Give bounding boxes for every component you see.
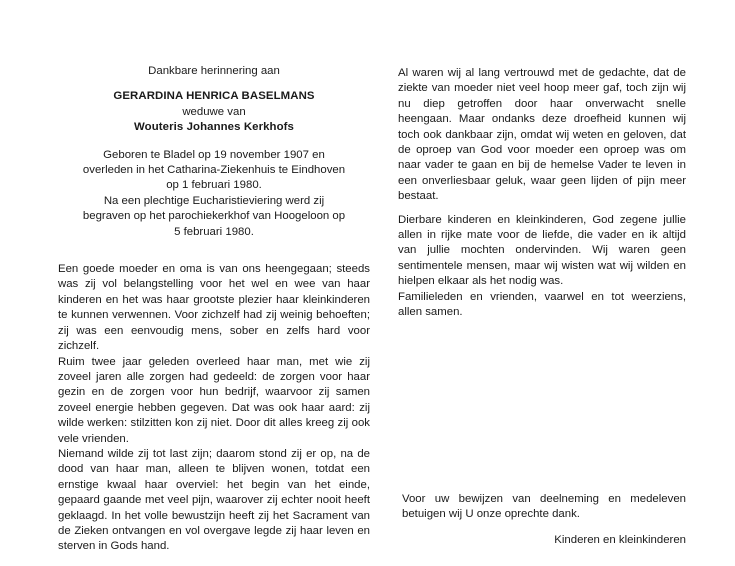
birth-line: 5 februari 1980. [174,225,254,238]
deceased-name: GERARDINA HENRICA BASELMANS [113,90,315,103]
bio-paragraph: Een goede moeder en oma is van ons heengegaan; steeds was zij vol belangstelling voor het wel en wee van haar kinderen en het was haar grootste plezier haar kleinkinderen te kunnen verwennen. Voor zichzelf had zij weinig behoeften; zij was een eenvoudig mens, sober en zelfs hard voor zichzelf. [58,263,370,353]
intro-line: Dankbare herinnering aan [148,65,280,77]
birth-line: overleden in het Catharina-Ziekenhuis te Eindhoven [82,164,346,177]
husband-name: Wouteris Johannes Kerkhofs [134,121,294,134]
widow-of-line: weduwe van [182,105,246,118]
signature: Kinderen en kleinkinderen [554,534,686,546]
birth-line: op 1 februari 1980. [166,179,262,192]
farewell-paragraph: Dierbare kinderen en kleinkinderen, God zegene jullie allen in rijke mate voor de liefde, die vader en ik altijd van jullie mochten ondervinden. Wij waren geen sentimentele mensen, maar wij wisten wat wij wilden en hielpen elkaar als het nodig was. [398,213,686,288]
card-header [58,64,370,136]
farewell-paragraph: Al waren wij al lang vertrouwd met de gedachte, dat de ziekte van moeder niet veel hoop meer gaf, toch zijn wij nu diep getroffen door haar onverwacht snelle heengaan. Maar ondanks deze droefheid kunnen wij toch ook dankbaar zijn, omdat wij weten en geloven, dat de oproep van God voor moeder een oproep was om naar vader te gaan en bij de hemelse Vader te leven in een onverliesbaar geluk, waar geen lijden of pijn meer bestaat. [398,67,686,203]
farewell-text [398,66,686,321]
biography [58,262,370,555]
right-column [398,0,686,321]
left-column [58,0,370,555]
birth-death-block [58,148,370,240]
farewell-paragraph: Familieleden en vrienden, vaarwel en tot weerziens, allen samen. [398,290,686,319]
bio-paragraph: Niemand wilde zij tot last zijn; daarom stond zij er op, na de dood van haar man, alleen te blijven wonen, totdat een ernstige kwaal haar overviel: het begin van het einde, gepaard gaande met veel pijn, waarover zij echter nooit heeft geklaagd. In het volle bewustzijn heeft zij het Sacrament van de Zieken ontvangen en vol overgave legde zij haar leven en sterven in Gods hand. [58,447,370,553]
birth-line: begraven op het parochiekerkhof van Hoogeloon op [82,210,346,223]
birth-line: Geboren te Bladel op 19 november 1907 en [103,148,325,161]
birth-line: Na een plechtige Eucharistieviering werd zij [103,194,325,207]
thanks-note: Voor uw bewijzen van deelneming en medeleven betuigen wij U onze oprechte dank. [402,493,686,521]
bio-paragraph: Ruim twee jaar geleden overleed haar man, met wie zij zoveel jaren alle zorgen had gedeeld: de zorgen voor haar gezin en de zorgen voor hun bedrijf, waarvoor zij samen zoveel energie hebben gegeven. Dat was ook haar aard: zij wilde werken: stilzitten kon zij niet. Door dit alles kreeg zij ook vele vrienden. [58,355,370,445]
